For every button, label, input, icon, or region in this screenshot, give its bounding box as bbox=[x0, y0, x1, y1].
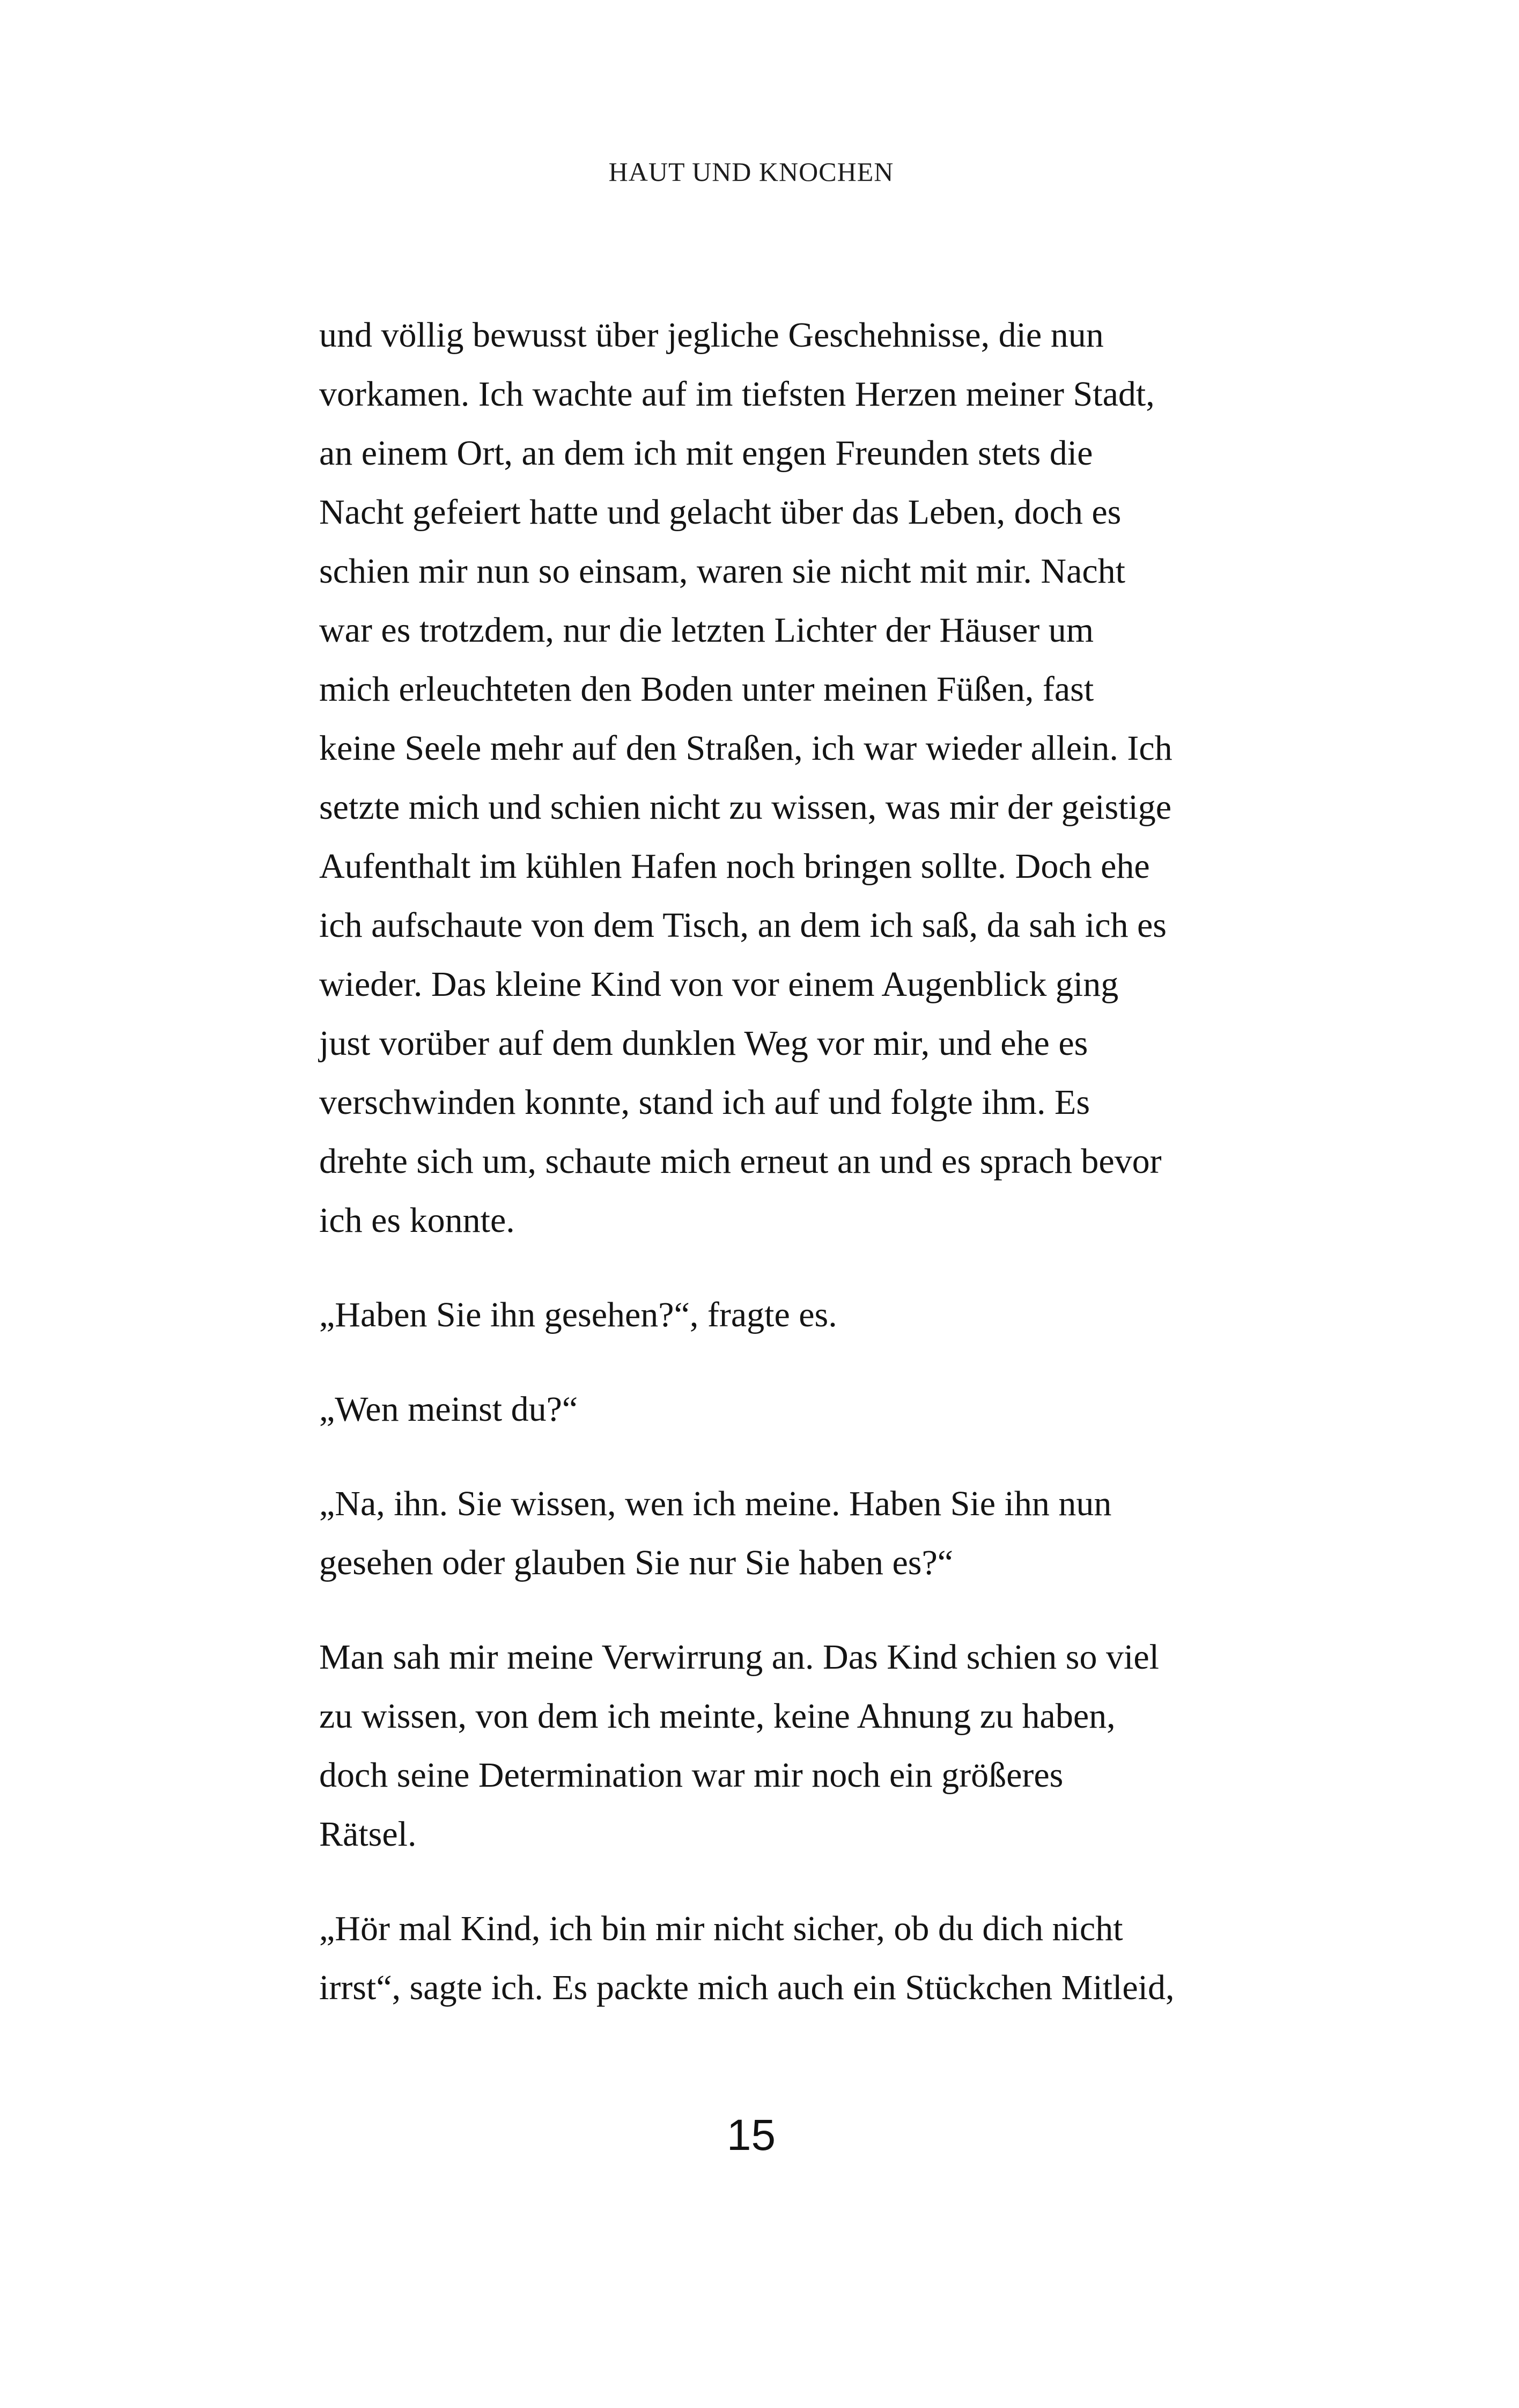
body-text-line: und völlig bewusst über jegliche Geschehnisse, die nun bbox=[319, 315, 1104, 355]
body-text-line: „Haben Sie ihn gesehen?“, fragte es. bbox=[319, 1295, 837, 1334]
paragraph bbox=[319, 1380, 1231, 1439]
page-number: 15 bbox=[726, 2111, 776, 2160]
body-text-line: irrst“, sagte ich. Es packte mich auch ein Stückchen Mitleid, bbox=[319, 1968, 1175, 2007]
body-text-line: Nacht gefeiert hatte und gelacht über das Leben, doch es bbox=[319, 493, 1122, 532]
body-text-line: ich aufschaute von dem Tisch, an dem ich saß, da sah ich es bbox=[319, 906, 1167, 945]
body-text-line: Man sah mir meine Verwirrung an. Das Kind schien so viel bbox=[319, 1638, 1159, 1677]
body-text-line: war es trotzdem, nur die letzten Lichter der Häuser um bbox=[319, 611, 1094, 650]
body-text bbox=[319, 306, 1231, 2053]
body-text-line: „Hör mal Kind, ich bin mir nicht sicher, ob du dich nicht bbox=[319, 1909, 1123, 1948]
body-text-line: keine Seele mehr auf den Straßen, ich war wieder allein. Ich bbox=[319, 729, 1173, 768]
body-text-line: ich es konnte. bbox=[319, 1201, 515, 1240]
body-text-line: schien mir nun so einsam, waren sie nicht mit mir. Nacht bbox=[319, 552, 1126, 591]
paragraph bbox=[319, 1474, 1231, 1592]
body-text-line: Aufenthalt im kühlen Hafen noch bringen sollte. Doch ehe bbox=[319, 847, 1150, 886]
paragraph bbox=[319, 1899, 1231, 2017]
running-header: HAUT UND KNOCHEN bbox=[608, 157, 894, 187]
body-text-line: drehte sich um, schaute mich erneut an und es sprach bevor bbox=[319, 1142, 1162, 1181]
body-text-line: doch seine Determination war mir noch ein größeres bbox=[319, 1756, 1064, 1795]
body-text-line: wieder. Das kleine Kind von vor einem Augenblick ging bbox=[319, 965, 1119, 1004]
body-text-line: „Wen meinst du?“ bbox=[319, 1390, 578, 1429]
body-text-line: an einem Ort, an dem ich mit engen Freunden stets die bbox=[319, 434, 1093, 473]
body-text-line: „Na, ihn. Sie wissen, wen ich meine. Haben Sie ihn nun bbox=[319, 1484, 1112, 1523]
body-text-line: vorkamen. Ich wachte auf im tiefsten Herzen meiner Stadt, bbox=[319, 375, 1155, 414]
body-text-line: verschwinden konnte, stand ich auf und folgte ihm. Es bbox=[319, 1083, 1090, 1122]
body-text-line: zu wissen, von dem ich meinte, keine Ahnung zu haben, bbox=[319, 1697, 1116, 1736]
body-text-line: gesehen oder glauben Sie nur Sie haben es?“ bbox=[319, 1543, 954, 1582]
body-text-line: mich erleuchteten den Boden unter meinen Füßen, fast bbox=[319, 670, 1094, 709]
body-text-line: Rätsel. bbox=[319, 1815, 417, 1854]
paragraph bbox=[319, 1286, 1231, 1345]
body-text-line: setzte mich und schien nicht zu wissen, was mir der geistige bbox=[319, 788, 1172, 827]
body-text-line: just vorüber auf dem dunklen Weg vor mir, und ehe es bbox=[319, 1024, 1088, 1063]
paragraph bbox=[319, 1628, 1231, 1864]
paragraph bbox=[319, 306, 1231, 1250]
